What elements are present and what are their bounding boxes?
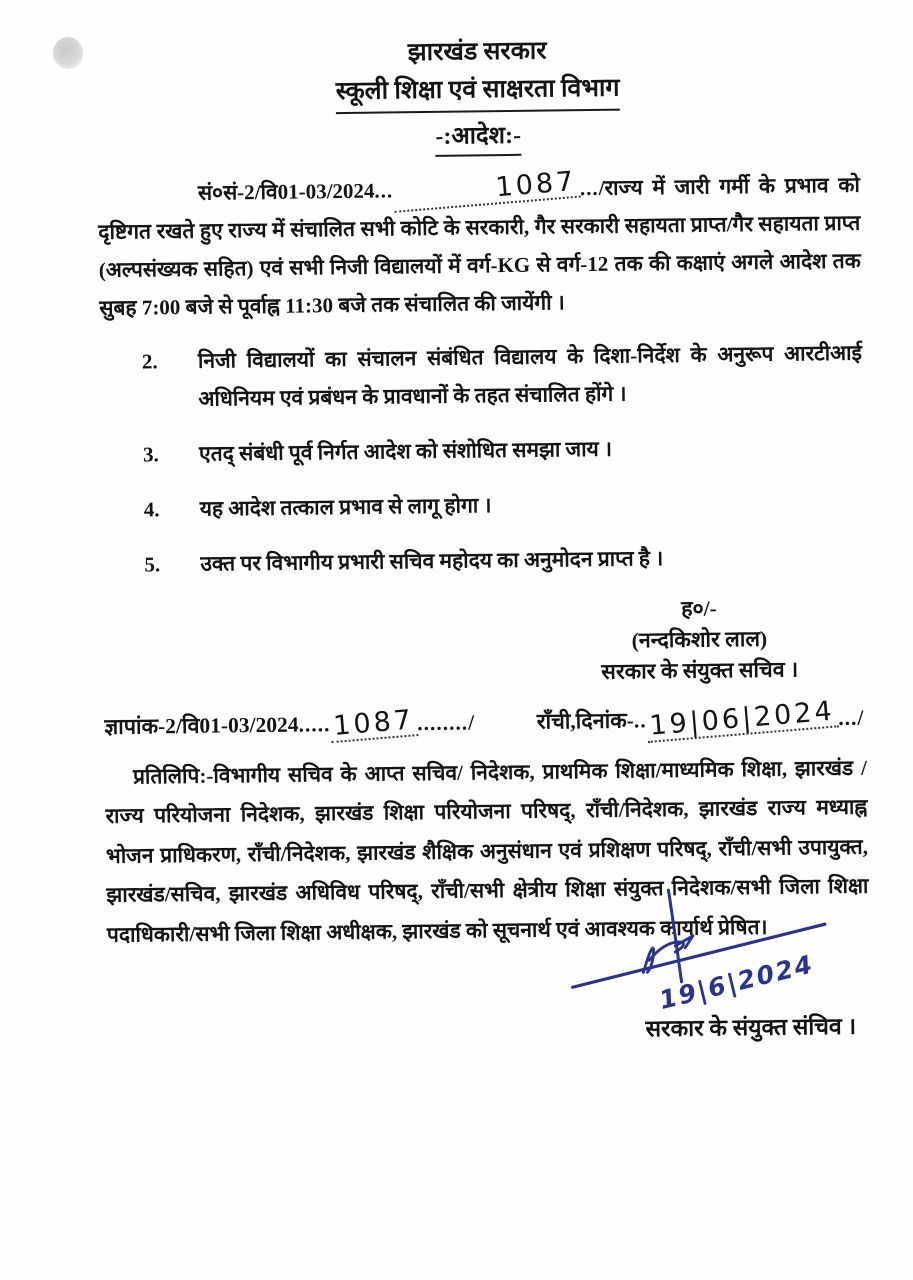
dotted-fill: .../ [838, 705, 865, 730]
memo-reference: ज्ञापांक-2/वि01-03/2024 [104, 712, 299, 739]
signature-abbreviation: ह०/- [680, 596, 717, 621]
signatory-name: (नन्दकिशोर लाल) [631, 626, 768, 653]
item-number: 3. [142, 442, 159, 467]
list-item [144, 537, 864, 584]
item-text: उक्त पर विभागीय प्रभारी सचिव महोदय का अनुमोदन प्राप्त है । [200, 546, 664, 576]
item-text: निजी विद्यालयों का संचालन संबंधित विद्यालय के दिशा-निर्देश के अनुरूप आरटीआई अधिनियम एवं प्रबंधन के प्रावधानों के तहत संचालित होंगे । [197, 340, 863, 411]
document-header [96, 31, 859, 161]
dotted-fill: ... [579, 175, 599, 200]
footer-signature-area [107, 946, 870, 1063]
footer-designation: सरकार के संयुक्त संचिव । [645, 1014, 857, 1042]
memo-number-row [104, 695, 866, 746]
item-number: 4. [143, 497, 160, 522]
item-number: 2. [141, 349, 158, 374]
dotted-fill: ... [374, 178, 394, 203]
department-title-row [96, 64, 858, 116]
document-body [96, 31, 870, 1064]
place-and-date [536, 695, 867, 742]
order-items-list [142, 334, 865, 584]
order-paragraph-1 [98, 166, 862, 327]
dotted-fill: ......../ [417, 710, 476, 736]
list-item [144, 482, 864, 529]
handwritten-letter-number: 1087 [392, 168, 581, 213]
item-text: एतद् संबंधी पूर्व निर्गत आदेश को संशोधित समझा जाय । [198, 436, 613, 466]
copy-to-label: प्रतिलिपि:- [132, 763, 214, 789]
signature-upstroke [668, 890, 681, 982]
punch-hole-mark [53, 37, 83, 69]
date-label: राँची,दिनांक- [536, 708, 635, 734]
department-title: स्कूली शिक्षा एवं साक्षरता विभाग [336, 71, 620, 113]
list-item [142, 334, 863, 419]
order-text: /राज्य में जारी गर्मी के प्रभाव को दृष्टिगत रखते हुए राज्य में संचालित सभी कोटि के सरकारी, गैर सरकारी सहायता प्राप्त/गैर सहायता प्राप्त (अल्पसंख्यक सहित) एवं सभी निजी विद्यालयों में वर्ग-KG से वर्ग-12 तक की कक्षाएं अगले आदेश तक सुबह 7:00 बजे से पूर्वाह्न 11:30 बजे तक संचालित की जायेंगी । [98, 172, 861, 320]
signature-initials-flourish [643, 936, 693, 973]
order-heading: -:आदेश:- [435, 119, 521, 156]
dotted-fill: .. [633, 708, 647, 733]
handwritten-ink-signature [556, 884, 858, 1018]
reference-number: सं०सं-2/वि01-03/2024 [197, 178, 375, 205]
handwritten-date: 19|06|2024 [646, 697, 839, 743]
order-heading-row [97, 115, 859, 161]
government-title: झारखंड सरकार [407, 37, 547, 67]
dotted-fill: ..... [298, 712, 331, 737]
item-number: 5. [144, 552, 161, 577]
list-item [143, 427, 863, 474]
handwritten-memo-number: 1087 [329, 706, 418, 743]
handwritten-signature-date: 19|6|2024 [656, 949, 817, 1016]
item-text: यह आदेश तत्काल प्रभाव से लागू होगा । [199, 493, 492, 521]
signatory-designation: सरकार के संयुक्त सचिव । [601, 657, 799, 684]
copy-to-text: विभागीय सचिव के आप्त सचिव/ निदेशक, प्राथमिक शिक्षा/माध्यमिक शिक्षा, झारखंड /राज्य परियोजना निदेशक, झारखंड शिक्षा परियोजना परिषद्, राँची/निदेशक, झारखंड राज्य मध्याह्न भोजन प्राधिकरण, राँची/निदेशक, झारखंड शैक्षिक अनुसंधान एवं प्रशिक्षण परिषद्, राँची/सभी उपायुक्त, झारखंड/सचिव, झारखंड अधिविध परिषद्, राँची/सभी क्षेत्रीय शिक्षा संयुक्त निदेशक/सभी जिला शिक्षा पदाधिकारी/सभी जिला शिक्षा अधीक्षक, झारखंड को सूचनार्थ एवं आवश्यक कार्यार्थ प्रेषित। [105, 755, 869, 947]
memo-number [104, 703, 475, 746]
signatory-block [559, 592, 840, 688]
